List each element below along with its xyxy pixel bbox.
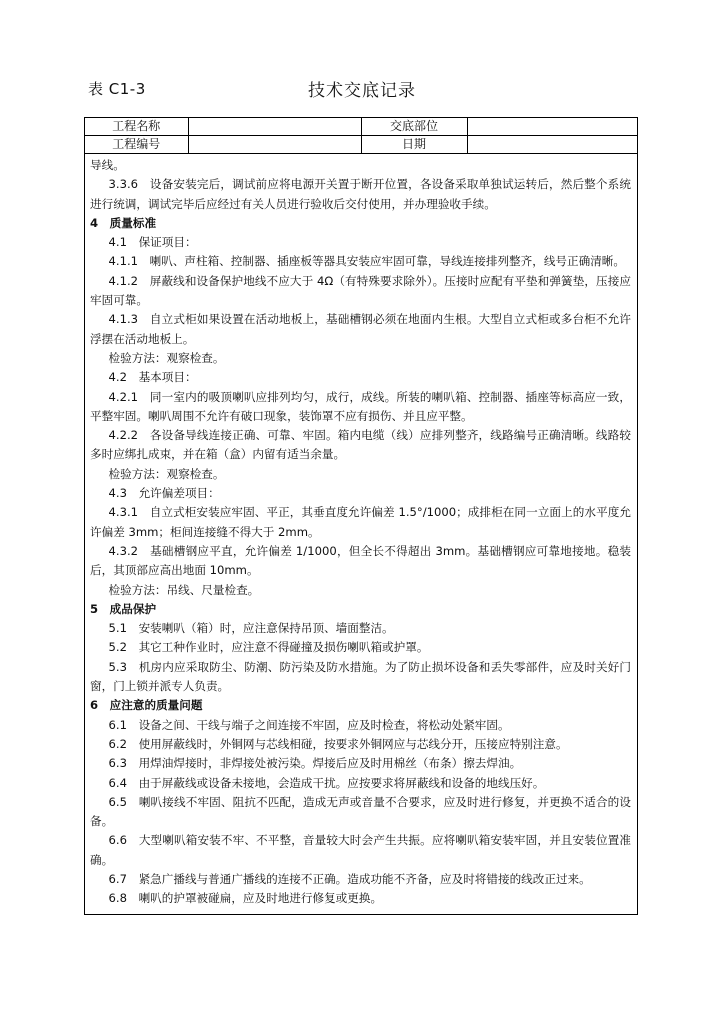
handover-part-field[interactable] — [467, 118, 637, 136]
content-line: 检验方法：观察检查。 — [108, 350, 225, 365]
header-table — [85, 118, 637, 154]
content-line: 检验方法：吊线、尺量检查。 — [108, 582, 260, 597]
form-id: 表 C1-3 — [88, 80, 146, 98]
content-line: 6.1 设备之间、干线与端子之间连接不牢固，应及时检查，将松动处紧牢固。 — [108, 717, 510, 732]
section-heading: 4 质量标准 — [90, 215, 157, 230]
content-line: 6.7 紧急广播线与普通广播线的连接不正确。造成功能不齐备，应及时将错接的线改正过来。 — [108, 871, 591, 886]
content-line: 4.2.1 同一室内的吸顶喇叭应排列均匀，成行，成线。所装的喇叭箱、控制器、插座等标高应一致，平整牢固。喇叭周围不允许有破口现象，装饰罩不应有损伤、并且应平整。 — [90, 389, 631, 423]
section-heading: 5 成品保护 — [90, 601, 157, 616]
content-line: 4.2 基本项目： — [108, 370, 197, 385]
content-line: 4.1.1 喇叭、声柱箱、控制器、插座板等器具安装应牢固可靠，导线连接排列整齐，线号正确清晰。 — [108, 254, 625, 269]
content-line: 4.3.1 自立式柜安装应牢固、平正，其垂直度允许偏差 1.5°/1000；成排柜在同一立面上的水平度允许偏差 3mm；柜间连接缝不得大于 2mm。 — [90, 505, 631, 539]
content-line: 3.3.6 设备安装完后，调试前应将电源开关置于断开位置，各设备采取单独试运转后，然后整个系统进行统调，调试完毕后应经过有关人员进行验收后交付使用，并办理验收手续。 — [90, 177, 631, 211]
content-line: 5.2 其它工种作业时，应注意不得碰撞及损伤喇叭箱或护罩。 — [108, 640, 429, 655]
content-line: 4.2.2 各设备导线连接正确、可靠、牢固。箱内电缆（线）应排列整齐，线路编号正确清晰。线路较多时应绑扎成束，并在箱（盒）内留有适当余量。 — [90, 428, 631, 462]
content-line: 4.1.2 屏蔽线和设备保护地线不应大于 4Ω（有特殊要求除外）。压接时应配有平垫和弹簧垫，压接应牢固可靠。 — [90, 273, 631, 308]
date-field[interactable] — [467, 136, 637, 154]
content-line: 6.8 喇叭的护罩被碰扁，应及时地进行修复或更换。 — [108, 891, 383, 906]
content-line: 4.3.2 基础槽钢应平直，允许偏差 1/1000，但全长不得超出 3mm。基础槽钢应可靠地接地。稳装后，其顶部应高出地面 10mm。 — [90, 543, 631, 578]
project-name-field[interactable] — [188, 118, 361, 136]
handover-record-sheet — [84, 117, 638, 915]
content-line: 4.1 保证项目： — [108, 235, 197, 250]
page-title: 技术交底记录 — [308, 81, 416, 101]
content-line: 6.6 大型喇叭箱安装不牢、不平整，音量较大时会产生共振。应将喇叭箱安装牢固，并且安装位置准确。 — [90, 833, 631, 867]
content-line: 6.3 用焊油焊接时，非焊接处被污染。焊接后应及时用棉丝（布条）擦去焊油。 — [108, 756, 522, 771]
project-no-label: 工程编号 — [85, 136, 188, 154]
content-body — [85, 154, 637, 909]
handover-part-label: 交底部位 — [361, 118, 467, 136]
content-line: 6.2 使用屏蔽线时，外铜网与芯线相碰，按要求外铜网应与芯线分开，压接应特别注意。 — [108, 736, 568, 751]
content-line: 4.1.3 自立式柜如果设置在活动地板上，基础槽钢必须在地面内生根。大型自立式柜或多台柜不允许浮摆在活动地板上。 — [90, 312, 631, 346]
content-line: 6.5 喇叭接线不牢固、阻抗不匹配，造成无声或音量不合要求，应及时进行修复，并更换不适合的设备。 — [90, 794, 631, 829]
date-label: 日期 — [361, 136, 467, 154]
project-no-field[interactable] — [188, 136, 361, 154]
content-line: 5.1 安装喇叭（箱）时，应注意保持吊顶、墙面整洁。 — [108, 621, 394, 636]
content-line: 6.4 由于屏蔽线或设备未接地，会造成干扰。应按要求将屏蔽线和设备的地线压好。 — [108, 775, 545, 790]
content-line: 4.3 允许偏差项目： — [108, 486, 220, 501]
project-name-label: 工程名称 — [85, 118, 188, 136]
content-line: 导线。 — [90, 158, 125, 172]
section-heading: 6 应注意的质量问题 — [90, 698, 203, 713]
content-line: 检验方法：观察检查。 — [108, 466, 225, 481]
content-line: 5.3 机房内应采取防尘、防潮、防污染及防水措施。为了防止损坏设备和丢失零部件，应及时关好门窗，门上锁并派专人负责。 — [90, 659, 631, 694]
